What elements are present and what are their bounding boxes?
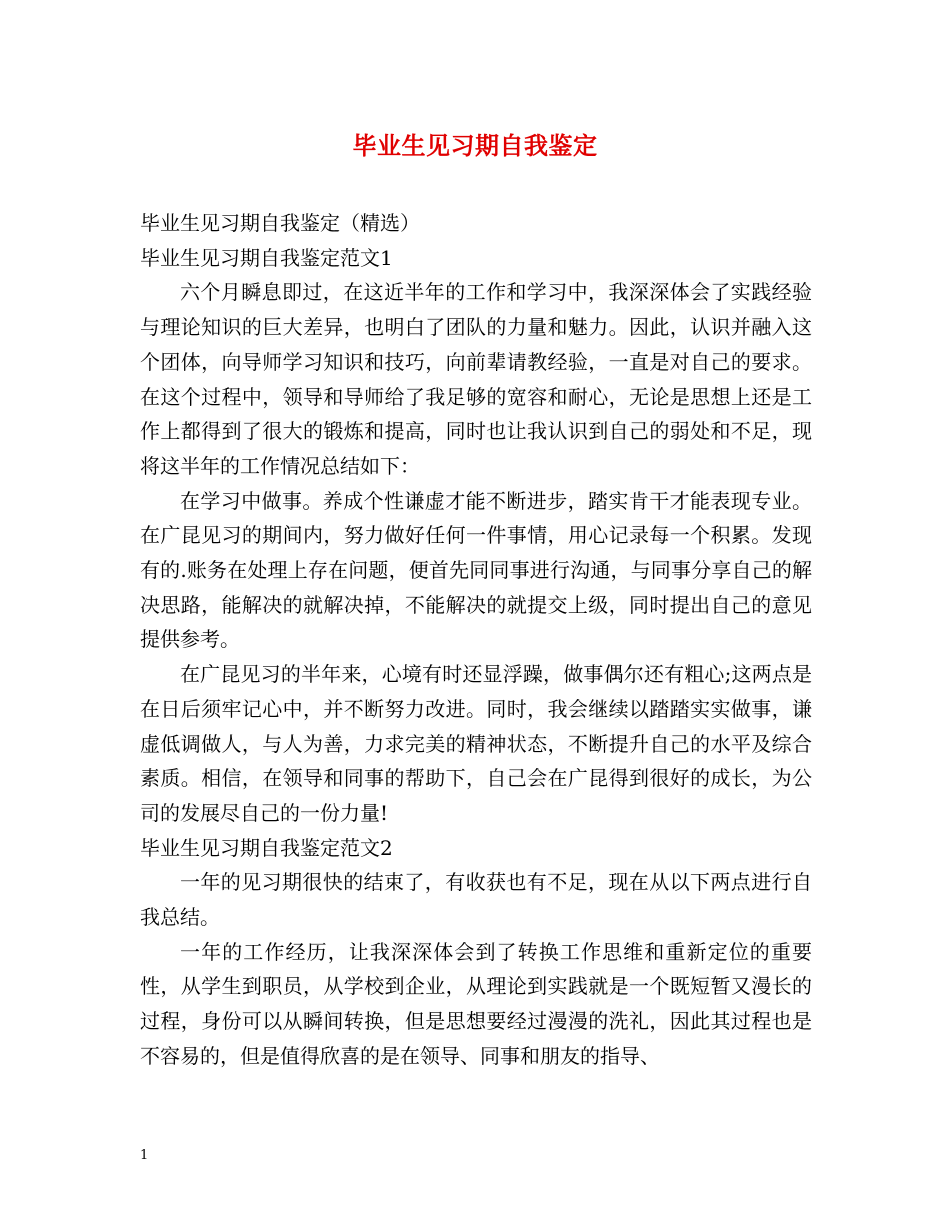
paragraph: 在广昆见习的半年来，心境有时还显浮躁，做事偶尔还有粗心;这两点是在日后须牢记心中，并不断努力改进。同时，我会继续以踏踏实实做事，谦虚低调做人，与人为善，力求完美的精神状态，不断提升自己的水平及综合素质。相信，在领导和同事的帮助下，自己会在广昆得到很好的成长，为公司的发展尽自己的一份力量! (140, 662, 812, 825)
paragraph: 毕业生见习期自我鉴定范文2 (140, 835, 393, 860)
paragraph: 一年的见习期很快的结束了，有收获也有不足，现在从以下两点进行自我总结。 (140, 870, 812, 930)
document-title: 毕业生见习期自我鉴定 (352, 131, 598, 160)
paragraph: 毕业生见习期自我鉴定范文1 (140, 245, 393, 270)
page-number: 1 (140, 1148, 149, 1163)
document-body (140, 206, 812, 1074)
paragraph: 六个月瞬息即过，在这近半年的工作和学习中，我深深体会了实践经验与理论知识的巨大差异，也明白了团队的力量和魅力。因此，认识并融入这个团体，向导师学习知识和技巧，向前辈请教经验，一直是对自己的要求。在这个过程中，领导和导师给了我足够的宽容和耐心，无论是思想上还是工作上都得到了很大的锻炼和提高，同时也让我认识到自己的弱处和不足，现将这半年的工作情况总结如下： (140, 280, 812, 478)
paragraph: 在学习中做事。养成个性谦虚才能不断进步，踏实肯干才能表现专业。在广昆见习的期间内，努力做好任何一件事情，用心记录每一个积累。发现有的.账务在处理上存在问题，便首先同同事进行沟通，与同事分享自己的解决思路，能解决的就解决掉，不能解决的就提交上级，同时提出自己的意见提供参考。 (140, 488, 812, 652)
paragraph: 毕业生见习期自我鉴定（精选） (140, 211, 420, 235)
paragraph: 一年的工作经历，让我深深体会到了转换工作思维和重新定位的重要性，从学生到职员，从学校到企业，从理论到实践就是一个既短暂又漫长的过程，身份可以从瞬间转换，但是思想要经过漫漫的洗礼，因此其过程也是不容易的，但是值得欣喜的是在领导、同事和朋友的指导、 (140, 939, 812, 1068)
